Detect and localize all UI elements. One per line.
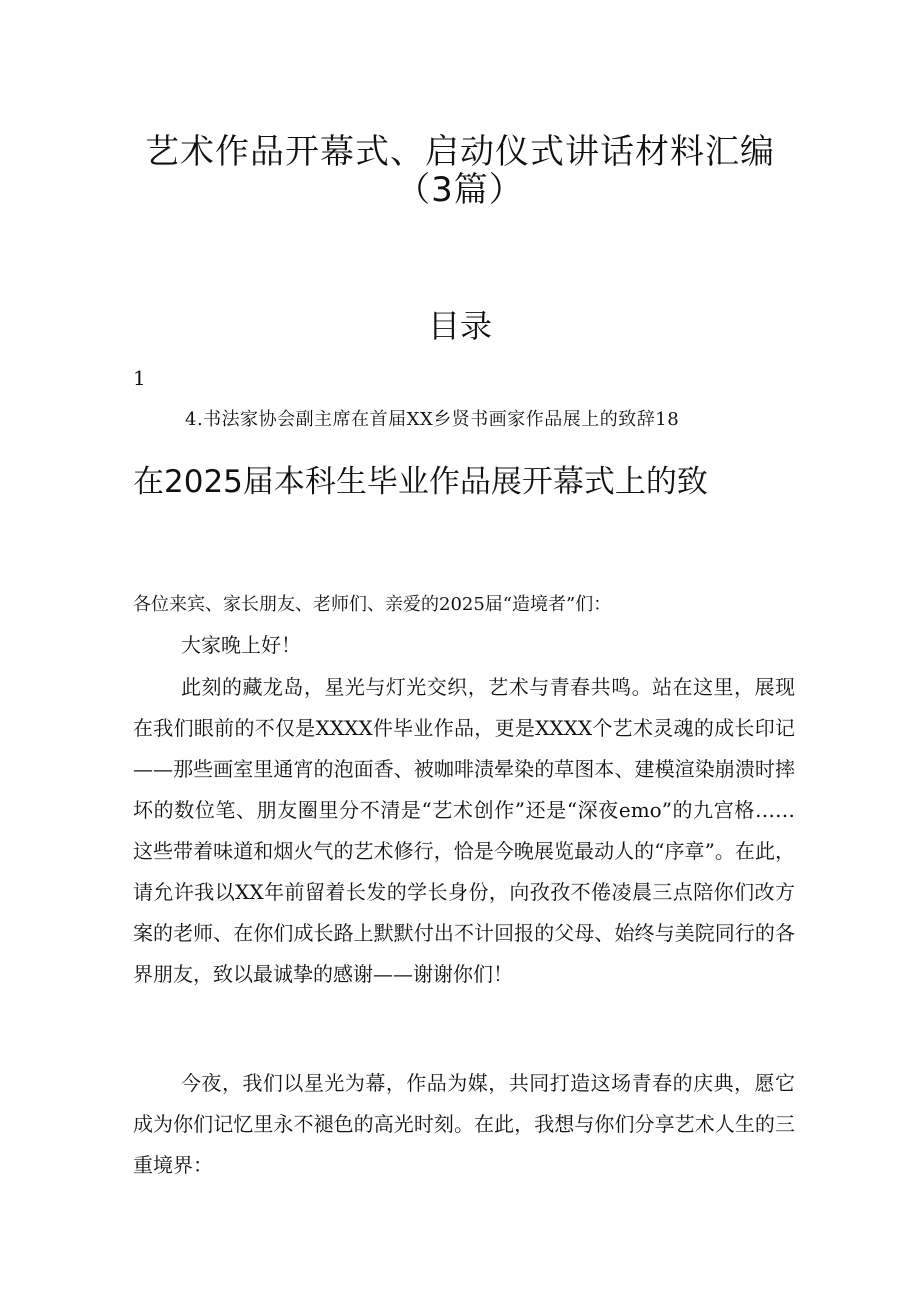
speech-salutation: 各位来宾、家长朋友、老师们、亲爱的2025届“造境者”们： bbox=[133, 594, 612, 615]
paragraph-main: 此刻的藏龙岛，星光与灯光交织，艺术与青春共鸣。站在这里，展现在我们眼前的不仅是XXXX件毕业作品，更是XXXX个艺术灵魂的成长印记——那些画室里通宵的泡面香、被咖啡渍晕染的草图本、建模渲染崩溃时摔坏的数位笔、朋友圈里分不清是“艺术创作”还是“深夜emo”的九宫格……这些带着味道和烟火气的艺术修行，恰是今晚展览最动人的“序章”。在此，请允许我以XX年前留着长发的学长身份，向孜孜不倦凌晨三点陪你们改方案的老师、在你们成长路上默默付出不计回报的父母、始终与美院同行的各界朋友，致以最诚挚的感谢——谢谢你们！ bbox=[133, 675, 795, 986]
toc-heading: 目录 bbox=[427, 307, 492, 345]
toc-entry[interactable]: 4.书法家协会副主席在首届XX乡贤书画家作品展上的致辞18 bbox=[185, 409, 680, 430]
section-heading: 在2025届本科生毕业作品展开幕式上的致 bbox=[133, 464, 708, 500]
paragraph-greeting: 大家晚上好！ bbox=[181, 633, 301, 657]
paragraph-tonight: 今夜，我们以星光为幕，作品为媒，共同打造这场青春的庆典，愿它成为你们记忆里永不褪色的高光时刻。在此，我想与你们分享艺术人生的三重境界： bbox=[133, 1071, 795, 1177]
document-title-line-1: 艺术作品开幕式、启动仪式讲话材料汇编 bbox=[145, 132, 775, 172]
toc-item-number: 1 bbox=[133, 366, 146, 390]
document-title-line-2: （3篇） bbox=[396, 170, 524, 210]
